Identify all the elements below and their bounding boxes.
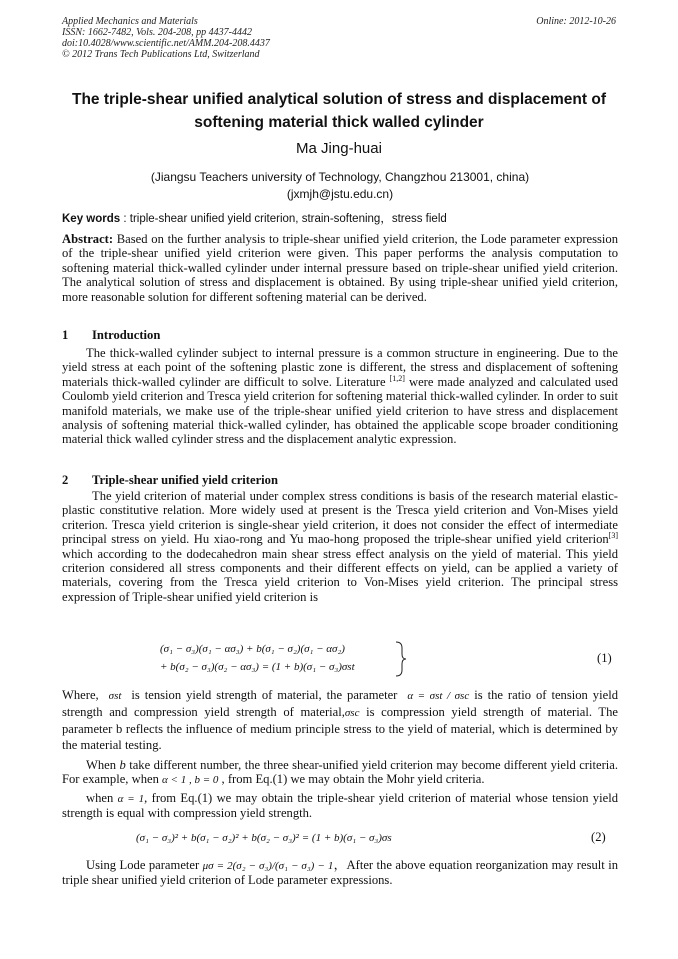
criterion-paragraph [62, 489, 618, 604]
where-text-4: is compression yield strength of material. The parameter b reflects the influence of medium principle stress to the yield of material, which is determined by the material testing. [62, 705, 618, 752]
when-b-var: b [119, 758, 126, 772]
keywords-text: : triple-shear unified yield criterion, strain-softening，stress field [120, 213, 447, 225]
intro-paragraph [62, 346, 618, 447]
abstract-text: Based on the further analysis to triple-shear unified yield criterion, the Lode parameter expression of the triple-shear unified yield criterion were given. This paper performs the analysis computation to softening material thick-walled cylinder under internal pressure based on triple-shear unified yield criterion. The analytical solution of stress and displacement is obtained. By using triple-shear unified yield criterion, more reasonable solution for different softening material can be derived. [62, 232, 618, 304]
lode-equation: μσ = 2(σ₂ − σ₃)/(σ₁ − σ₃) − 1 [202, 860, 334, 872]
when-b-paragraph [62, 758, 618, 788]
section-1-number: 1 [62, 328, 69, 342]
affiliation-email: (jxmjh@jstu.edu.cn) [286, 187, 394, 201]
where-text-2: is tension yield strength of material, the parameter [131, 688, 398, 702]
section-2-title: Triple-shear unified yield criterion [92, 473, 278, 487]
section-1-heading [62, 328, 160, 343]
intro-text-1: The thick-walled cylinder subject to internal pressure is a common structure in engineering. Due to the yield stress at each point of the softening plastic zone is different, the stress and displacement of softening materials thick-walled cylinder are difficult to solve. Literature [62, 346, 618, 389]
equation-1-number: (1) [597, 651, 612, 665]
when-b-condition: α < 1 , b = 0 [162, 774, 219, 787]
when-alpha-text-2: , from Eq.(1) we may obtain the triple-shear yield criterion of material whose tension yield strength is equal with compression yield strength. [62, 791, 618, 821]
title-line-2: softening material thick walled cylinder [194, 114, 484, 131]
criterion-citation: [3] [608, 531, 618, 541]
equation-1-line-1: (σ₁ − σ₃)(σ₁ − ασ₃) + b(σ₁ − σ₂)(σ₁ − ασ₂) [160, 643, 345, 655]
where-sigma-st: σst [108, 690, 122, 702]
journal-name: Applied Mechanics and Materials [62, 16, 198, 27]
equation-1-brace [394, 640, 408, 678]
where-text-1: Where, [62, 688, 99, 702]
intro-text-2: were made analyzed and calculated used Coulomb yield criterion and Tresca yield criterion for softening material thick-walled cylinder. In order to suit manifold materials, we make use of the triple-shear unified yield criterion to have stress and displacement analysis of softening material thick-walled cylinder, has obtained the applicable scope broader conditioning material thick walled cylinder stress and the displacement analytic expression. [62, 374, 619, 447]
author-name: Ma Jing-huai [296, 140, 382, 157]
when-alpha-paragraph [62, 791, 618, 821]
where-paragraph [62, 687, 618, 753]
keywords [62, 210, 618, 226]
abstract [62, 232, 618, 304]
lode-text-2: ，After the above equation reorganization may result in triple shear unified yield criterion of Lode parameter expressions. [62, 858, 619, 888]
copyright-line: © 2012 Trans Tech Publications Ltd, Switzerland [62, 49, 260, 60]
when-b-text-2: take different number, the three shear-unified yield criterion may become different yield criteria. For example, when [62, 758, 619, 787]
paper-title [52, 88, 626, 134]
section-2-number: 2 [62, 473, 69, 487]
section-2-heading [62, 473, 278, 488]
equation-2-number: (2) [591, 830, 606, 844]
when-b-text-3: , from Eq.(1) we may obtain the Mohr yield criteria. [218, 772, 485, 787]
where-sigma-sc: σsc [344, 707, 360, 719]
online-date: Online: 2012-10-26 [536, 16, 616, 27]
journal-header [62, 16, 616, 60]
intro-citation: [1,2] [389, 373, 405, 383]
equation-2: (σ₁ − σ₃)² + b(σ₁ − σ₂)² + b(σ₂ − σ₃)² = (1 + b)(σ₁ − σ₃)σs [136, 832, 392, 844]
lode-text-1: Using Lode parameter [86, 858, 203, 872]
equation-1-line-2: + b(σ₂ − σ₃)(σ₂ − ασ₃) = (1 + b)(σ₁ − σ₃)σst [160, 661, 355, 673]
abstract-label: Abstract: [62, 232, 114, 246]
keywords-label: Key words [62, 213, 121, 225]
criterion-text-2: which according to the dodecahedron main shear stress effect analysis on the yield of material. This yield criterion considered all stress components and their different effects on yield, can be applied a variety of materials, covering from the Tresca yield criterion to Von-Mises yield criterion. The principal stress expression of Triple-shear unified yield criterion is [62, 546, 618, 604]
where-text-3: is the ratio of tension yield strength and compression yield strength of material, [62, 688, 618, 719]
affiliation [150, 169, 530, 203]
criterion-text-1: The yield criterion of material under complex stress conditions is basis of the research material elastic-plastic constitutive relation. More widely used at present is the Tresca yield criterion and Von-Mises yield criterion. Tresca yield criterion is single-shear yield criterion, it does not consider the effect of intermediate principal stress on yield. Hu xiao-rong and Yu mao-hong proposed the triple-shear unified yield criterion [62, 489, 618, 547]
doi-line: doi:10.4028/www.scientific.net/AMM.204-208.4437 [62, 38, 270, 49]
lode-paragraph [62, 858, 618, 888]
section-1-title: Introduction [92, 328, 161, 342]
when-b-text-1: When [86, 758, 120, 772]
title-line-1: The triple-shear unified analytical solution of stress and displacement of [71, 91, 606, 108]
issn-line: ISSN: 1662-7482, Vols. 204-208, pp 4437-4442 [62, 27, 252, 38]
when-alpha-condition: α = 1 [117, 793, 145, 805]
when-alpha-text-1: when [86, 791, 118, 805]
affiliation-line-1: (Jiangsu Teachers university of Technology, Changzhou 213001, china) [150, 170, 530, 184]
where-alpha-def: α = σst / σsc [407, 690, 470, 702]
